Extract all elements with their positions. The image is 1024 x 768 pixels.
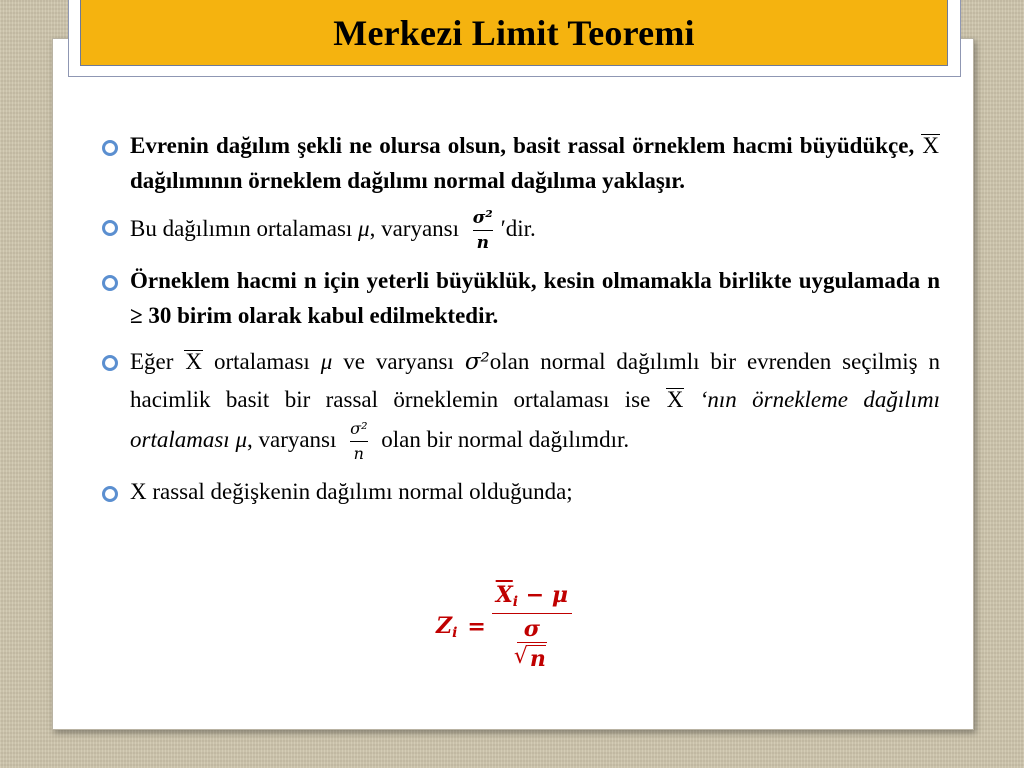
bullet-icon: [102, 220, 118, 236]
variance-fraction-2: $\frac{\text{σ²}}{n}$: [350, 419, 368, 463]
bullet-3: Örneklem hacmi n için yeterli büyüklük, kesin olmamakla birlikte uygulamada n ≥ 30 birim olarak kabul edilmektedir.: [100, 263, 940, 333]
z-formula: $Z_i$ = $\overline{X}_i - \mu$ σ √ n: [436, 582, 572, 672]
bullet-5: X rassal değişkenin dağılımı normal olduğunda;: [100, 474, 940, 509]
variance-fraction: $\frac{\text{σ²}}{n}$: [472, 208, 493, 253]
title-bar: [80, 0, 948, 66]
bullet-4: Eğer X ortalaması μ ve varyansı σ²olan normal dağılımlı bir evrenden seçilmiş n hacimlik basit bir rassal örneklemin ortalaması ise X ‘nın örnekleme dağılımı ortalaması μ, varyansı $\frac{\text{σ²}}{n}$ olan bir normal dağılımdır.: [100, 343, 940, 464]
page-title: Merkezi Limit Teoremi: [333, 12, 695, 53]
bullet-2: Bu dağılımın ortalaması μ, varyansı $\frac{\text{σ²}}{n}$ ′dir.: [100, 208, 940, 253]
content-area: [100, 128, 940, 519]
bullet-1: Evrenin dağılım şekli ne olursa olsun, basit rassal örneklem hacmi büyüdükçe, X dağılımının örneklem dağılımı normal dağılıma yaklaşır.: [100, 128, 940, 198]
bullet-icon: [102, 275, 118, 291]
bullet-icon: [102, 355, 118, 371]
bullet-icon: [102, 140, 118, 156]
bullet-icon: [102, 486, 118, 502]
x-bar-symbol: X: [922, 133, 939, 158]
